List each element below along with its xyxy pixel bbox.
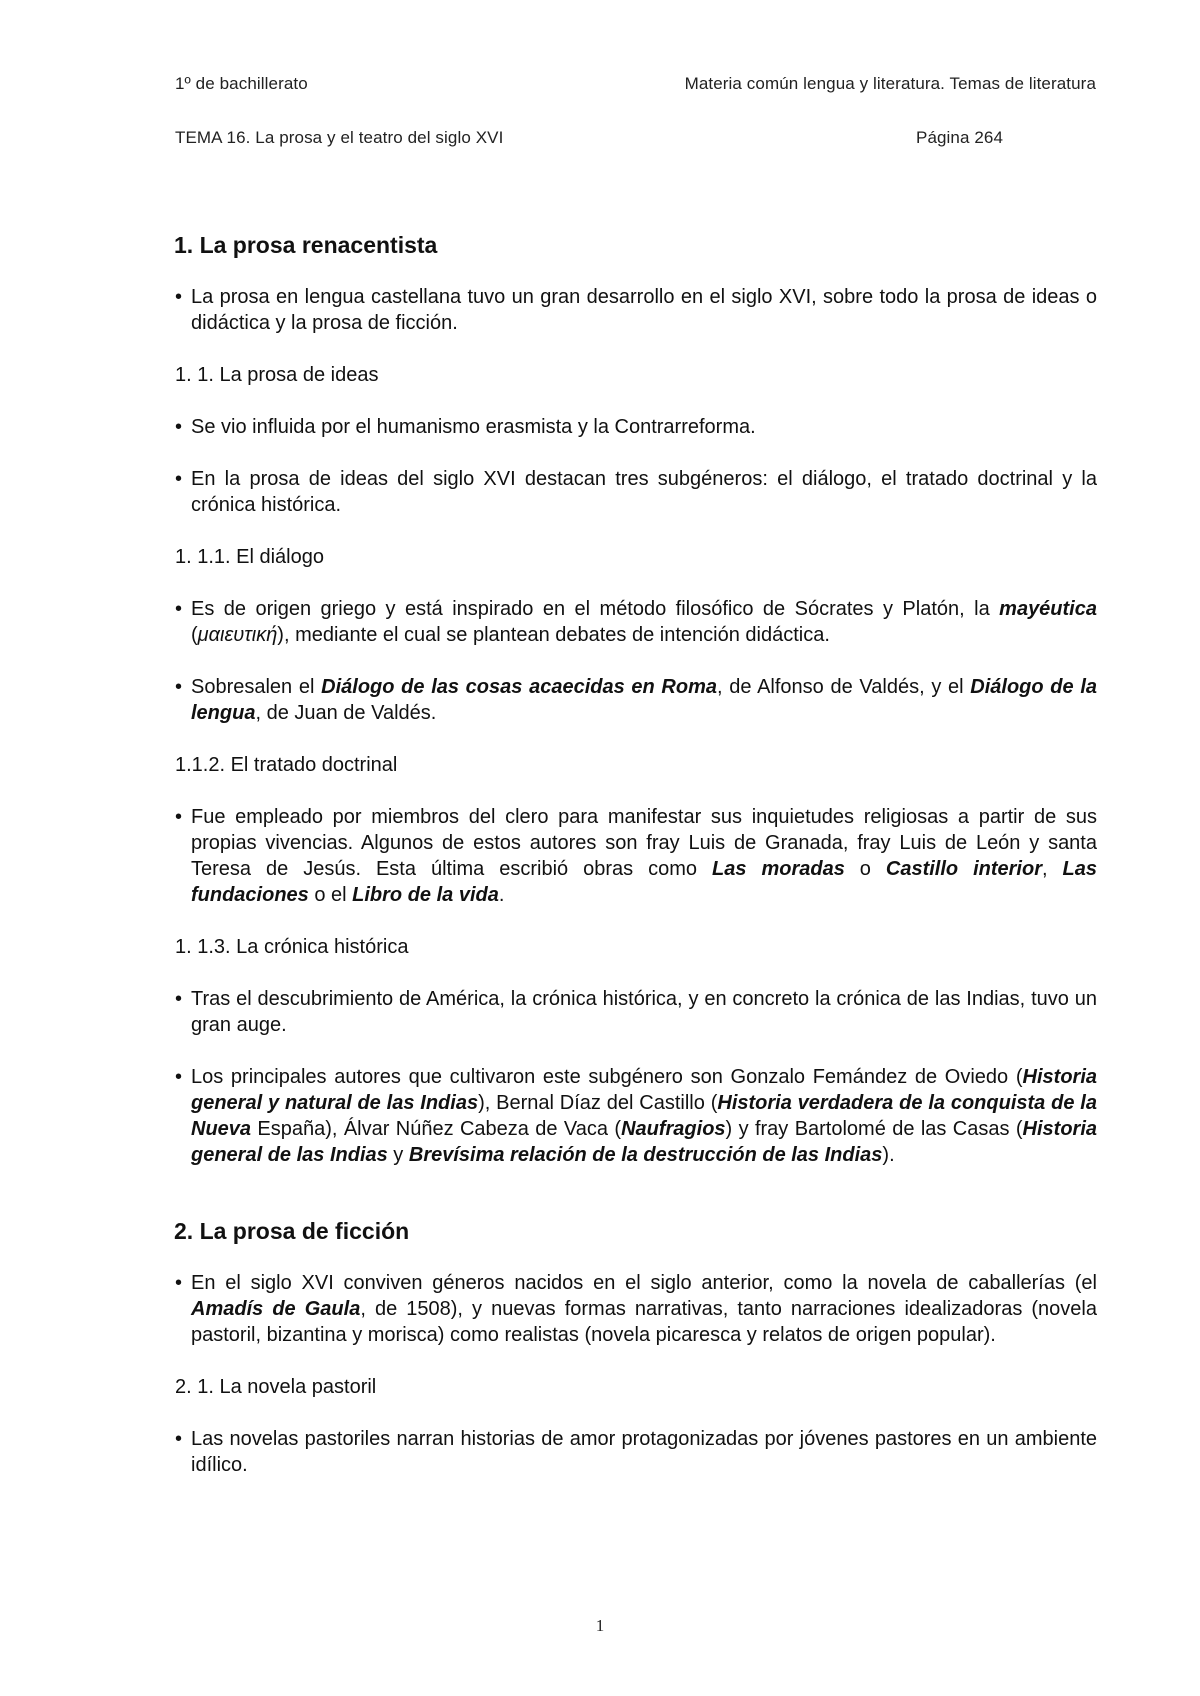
bullet-icon: • (175, 988, 183, 1010)
paragraph: • En la prosa de ideas del siglo XVI destacan tres subgéneros: el diálogo, el tratado doctrinal y la crónica histórica. (175, 468, 1097, 516)
paragraph: • Los principales autores que cultivaron este subgénero son Gonzalo Femández de Oviedo (Historia general y natural de las Indias), Bernal Díaz del Castillo (Historia verdadera de la conquista de la Nueva España), Álvar Núñez Cabeza de Vaca (Naufragios) y fray Bartolomé de las Casas (Historia general de las Indias y Brevísima relación de la destrucción de las Indias). (175, 1066, 1097, 1166)
paragraph: • Se vio influida por el humanismo erasmista y la Contrarreforma. (175, 416, 756, 438)
bullet-icon: • (175, 1272, 183, 1294)
page-number: 1 (595, 1616, 605, 1635)
work-title: Historia verdadera de la conquista de la Nueva (191, 1092, 1097, 1140)
subsection-1-1-heading: 1. 1. La prosa de ideas (175, 364, 379, 386)
work-title: Castillo interior (885, 858, 1042, 880)
paragraph: • Las novelas pastoriles narran historias de amor protagonizadas por jóvenes pastores en un ambiente idílico. (175, 1428, 1097, 1476)
bullet-icon: • (175, 416, 183, 438)
header-subject: Materia común lengua y literatura. Temas de literatura (684, 74, 1096, 93)
work-title: Las fundaciones (191, 858, 1097, 906)
subsection-pastoril-heading: 2. 1. La novela pastoril (175, 1376, 377, 1398)
work-title: Naufragios (621, 1118, 726, 1140)
work-title: Diálogo de la lengua (191, 676, 1098, 724)
bullet-icon: • (175, 598, 183, 620)
bullet-icon: • (175, 286, 183, 308)
subsection-tratado-heading: 1.1.2. El tratado doctrinal (175, 754, 398, 776)
paragraph: • Fue empleado por miembros del clero para manifestar sus inquietudes religiosas a partir de sus propias vivencias. Algunos de estos autores son fray Luis de Granada, fray Luis de León y santa Teresa de Jesús. Esta última escribió obras como Las moradas o Castillo interior, Las fundaciones o el Libro de la vida. (175, 806, 1097, 906)
work-title: Brevísima relación de la destrucción de las Indias (408, 1144, 883, 1166)
bullet-icon: • (175, 1066, 183, 1088)
paragraph: • Sobresalen el Diálogo de las cosas acaecidas en Roma, de Alfonso de Valdés, y el Diálogo de la lengua, de Juan de Valdés. (175, 676, 1098, 724)
term-mayeutica: mayéutica (999, 598, 1097, 620)
work-title: Historia general de las Indias (191, 1118, 1097, 1166)
paragraph: • En el siglo XVI conviven géneros nacidos en el siglo anterior, como la novela de caballerías (el Amadís de Gaula, de 1508), y nuevas formas narrativas, tanto narraciones idealizadoras (novela pastoril, bizantina y morisca) como realistas (novela picaresca y relatos de origen popular). (175, 1272, 1097, 1346)
paragraph: • Es de origen griego y está inspirado en el método filosófico de Sócrates y Platón, la mayéutica (μαιευτική), mediante el cual se plantean debates de intención didáctica. (175, 598, 1097, 646)
bullet-icon: • (175, 806, 183, 828)
work-title: Las moradas (712, 858, 845, 880)
greek-term: μαιευτική (197, 624, 278, 646)
work-title: Historia general y natural de las Indias (191, 1066, 1097, 1114)
paragraph: • Tras el descubrimiento de América, la crónica histórica, y en concreto la crónica de las Indias, tuvo un gran auge. (175, 988, 1097, 1036)
work-title: Libro de la vida (352, 884, 499, 906)
section-1-heading: 1. La prosa renacentista (174, 232, 438, 258)
section-2-heading: 2. La prosa de ficción (174, 1218, 410, 1244)
document-body (174, 232, 1097, 1504)
work-title: Amadís de Gaula (191, 1298, 361, 1320)
header-topic: TEMA 16. La prosa y el teatro del siglo XVI (175, 128, 504, 147)
header-page-ref: Página 264 (916, 128, 1004, 147)
work-title: Diálogo de las cosas acaecidas en Roma (321, 676, 717, 698)
bullet-icon: • (175, 1428, 183, 1450)
bullet-icon: • (175, 468, 183, 490)
bullet-icon: • (175, 676, 183, 698)
header-course: 1º de bachillerato (175, 74, 308, 93)
subsection-cronica-heading: 1. 1.3. La crónica histórica (175, 936, 409, 958)
subsection-dialogo-heading: 1. 1.1. El diálogo (175, 546, 324, 568)
paragraph: • La prosa en lengua castellana tuvo un gran desarrollo en el siglo XVI, sobre todo la prosa de ideas o didáctica y la prosa de ficción. (175, 286, 1097, 334)
